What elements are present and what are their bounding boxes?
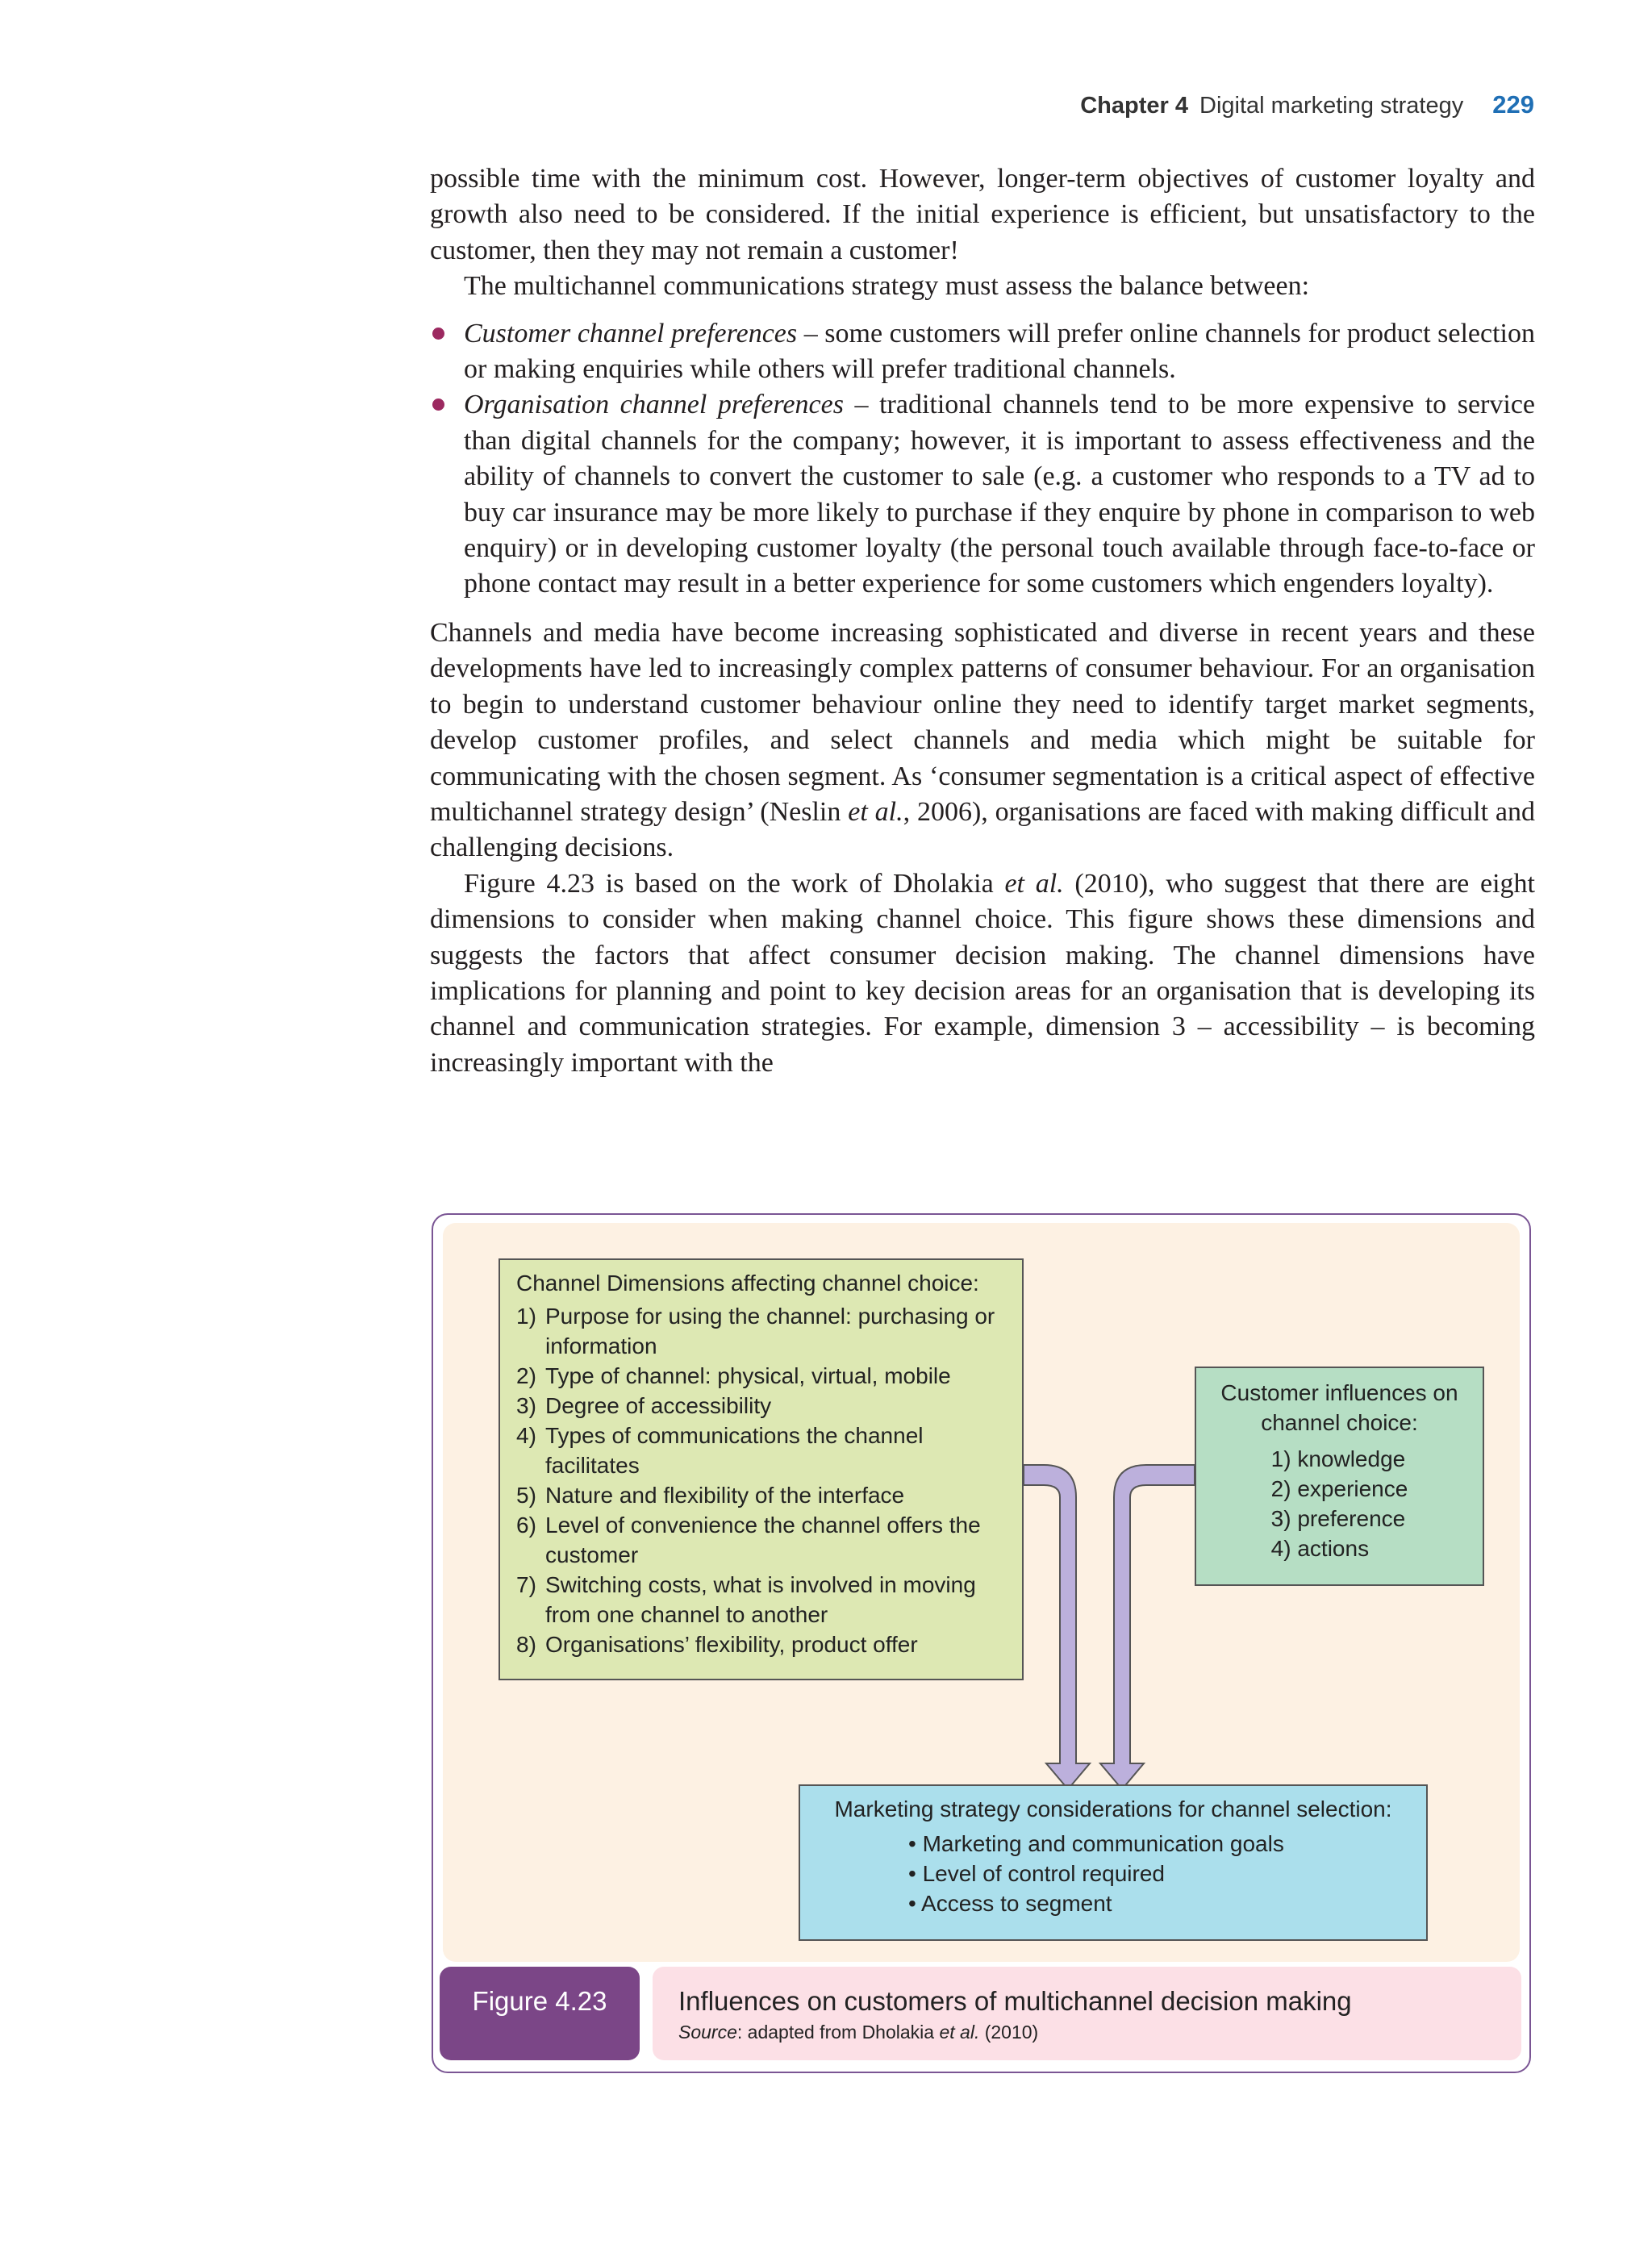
chapter-label: Chapter 4 [1080,93,1188,119]
paragraph-2: The multichannel communications strategy must assess the balance between: [464,271,1310,302]
arrow-dimensions-to-strategy [1024,1465,1090,1789]
list-item: 7) Switching costs, what is involved in moving from one channel to another [516,1572,976,1627]
paragraph-1: possible time with the minimum cost. However, longer-term objectives of customer loyalty and growth also need to be considered. If the initial experience is efficient, but unsatisfactory to the customer, then they may not remain a customer! [430,164,1535,265]
figure-caption [653,1967,1521,2060]
bullet-text: – traditional channels tend to be more expensive to service than digital channels for the company; however, it is important to assess effectiveness and the ability of channels to convert the customer to sale (e.g. a customer who responds to a TV ad to buy car insurance may be more likely to purchase if they enquire by phone in comparison to web enquiry) or in developing customer loyalty (the personal touch available through face-to-face or phone contact may result in a better experience for some customers which engenders loyalty). [464,390,1535,599]
caption-source: Source: adapted from Dholakia et al. (2010) [678,2022,1039,2043]
list-item: 4) Types of communications the channel facilitates [516,1423,924,1478]
list-item: 2) Type of channel: physical, virtual, mobile [516,1363,951,1388]
list-item: • Access to segment [908,1891,1112,1916]
bullet-dot-icon [432,399,444,411]
customer-influences-box [1195,1367,1484,1586]
bullet-list [430,316,1535,603]
bullet-term: Customer channel preferences [464,318,798,348]
influences-title-line-1: Customer influences on [1220,1380,1458,1405]
list-item: 6) Level of convenience the channel offers the customer [516,1513,981,1567]
section-title: Digital marketing strategy [1199,93,1464,119]
dimensions-list [516,1301,1022,1659]
bullet-term: Organisation channel preferences [464,390,844,420]
strategy-title: Marketing strategy considerations for channel selection: [834,1796,1392,1821]
arrow-influences-to-strategy [1100,1465,1195,1789]
bullet-dot-icon [432,328,444,340]
dimensions-title: Channel Dimensions affecting channel choice: [516,1271,979,1296]
figure-panel [443,1223,1520,1962]
list-item: 8) Organisations’ flexibility, product offer [516,1632,918,1657]
list-item: 5) Nature and flexibility of the interface [516,1483,905,1508]
list-item: 1) Purpose for using the channel: purchasing or information [516,1304,995,1358]
bullet-item [464,316,1535,388]
list-item: 1) knowledge [1270,1446,1406,1471]
list-item: 2) experience [1270,1476,1408,1501]
influences-list [1271,1444,1408,1563]
figure-4-23 [432,1213,1531,2073]
caption-title: Influences on customers of multichannel decision making [678,1986,1352,2016]
list-item: 4) actions [1270,1536,1370,1561]
marketing-strategy-box [799,1784,1428,1941]
figure-label: Figure 4.23 [440,1967,640,2060]
list-item: 3) preference [1270,1506,1406,1531]
paragraph-3: Channels and media have become increasing sophisticated and diverse in recent years and these developments have led to increasingly complex patterns of consumer behaviour. For an organisation to begin to understand customer behaviour online they need to identify target market segments, develop customer profiles, and select channels and media which might be suitable for communicating with the chosen segment. As ‘consumer segmentation is a critical aspect of effective multichannel strategy design’ (Neslin et al., 2006), organisations are faced with making difficult and challenging decisions. [430,617,1535,863]
running-header [1080,90,1534,119]
bullet-item [464,387,1535,602]
paragraph-4: Figure 4.23 is based on the work of Dholakia et al. (2010), who suggest that there are eight dimensions to consider when making channel choice. This figure shows these dimensions and suggests the factors that affect consumer decision making. The channel dimensions have implications for planning and point to key decision areas for an organisation that is developing its channel and communication strategies. For example, dimension 3 – accessibility – is becoming increasingly important with the [430,868,1536,1078]
influences-title-line-2: channel choice: [1261,1410,1418,1435]
bullet-text: – some customers will prefer online channels for product selection or making enquiries while others will prefer traditional channels. [464,318,1535,385]
body-text [430,161,1535,1081]
list-item: • Level of control required [908,1861,1165,1886]
strategy-list [908,1829,1426,1918]
page-number: 229 [1492,90,1534,119]
list-item: 3) Degree of accessibility [516,1393,772,1418]
channel-dimensions-box [499,1258,1024,1680]
list-item: • Marketing and communication goals [908,1831,1284,1856]
